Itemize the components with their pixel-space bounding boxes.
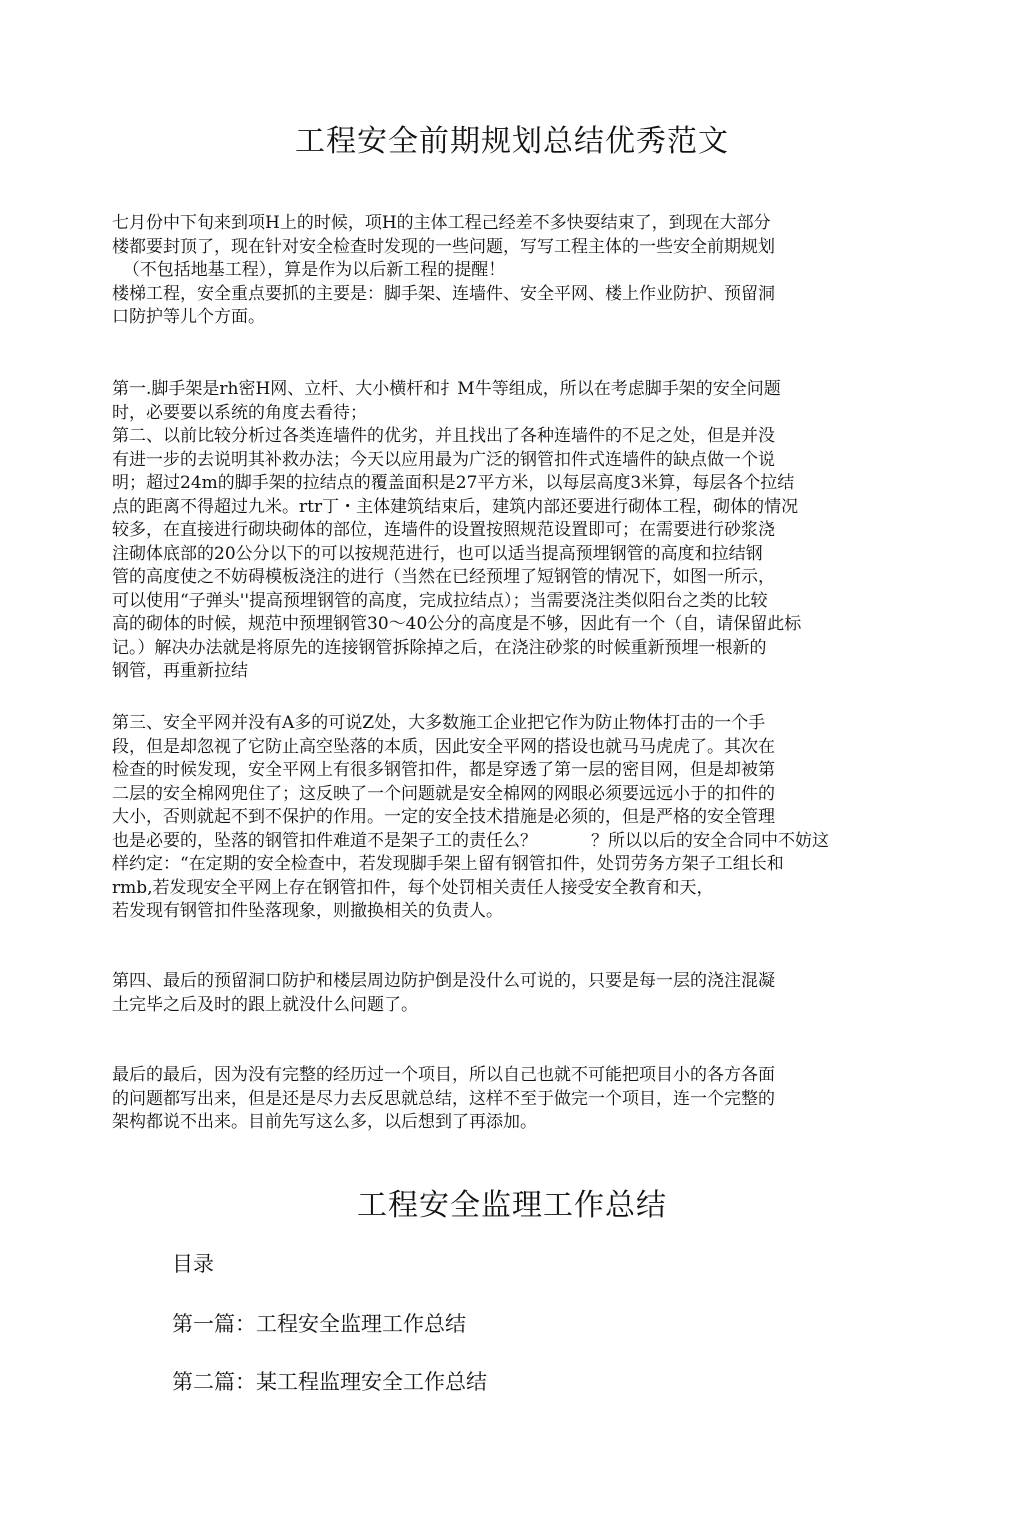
text-line: 样约定：“在定期的安全检查中，若发现脚手架上留有钢管扣件，处罚劳务方架子工组长和 [112,854,784,874]
toc-item: 第二篇：某工程监理安全工作总结 [172,1370,487,1394]
text-line: 有进一步的去说明其补救办法；今天以应用最为广泛的钢管扣件式连墙件的缺点做一个说 [112,449,775,470]
document-title: 工程安全前期规划总结优秀范文 [295,124,729,159]
text-line: 钢管，再重新拉结 [112,661,248,681]
text-line: 第一.脚手架是rh密H网、立杆、大小横杆和扌M牛等组成，所以在考虑脚手架的安全问题 [112,379,781,399]
text-line: 记。）解决办法就是将原先的连接钢管拆除掉之后，在浇注砂浆的时候重新预埋一根新的 [112,637,767,658]
text-line: 最后的最后，因为没有完整的经历过一个项目，所以自己也就不可能把项目小的各方各面 [112,1065,775,1085]
text-line: 较多，在直接进行砌块砌体的部位，连墙件的设置按照规范设置即可；在需要进行砂浆浇 [112,520,775,540]
closing-paragraph [112,1064,775,1135]
text-line: 段，但是却忽视了它防止高空坠落的本质，因此安全平网的搭设也就马马虎虎了。其次在 [112,736,775,757]
text-line: （不包括地基工程），算是作为以后新工程的提醒！ [112,260,506,280]
text-line: 的问题都写出来，但是还是尽力去反思就总结，这样不至于做完一个项目，连一个完整的 [112,1088,775,1109]
text-line: rmb,若发现安全平网上存在钢管扣件，每个处罚相关责任人接受安全教育和天， [112,877,714,898]
text-line: 高的砌体的时候，规范中预埋钢管30〜40公分的高度是不够，因此有一个（自，请保留此标 [112,614,802,634]
text-line: 二层的安全棉网兜住了；这反映了一个问题就是安全棉网的网眼必须要远远小于的扣件的 [112,783,775,804]
section-safety-net-paragraph [112,712,829,924]
text-line: 土完毕之后及时的跟上就没什么问题了。 [112,994,418,1015]
text-line: 架构都说不出来。目前先写这么多，以后想到了再添加。 [112,1112,537,1132]
text-line: 第三、安全平网并没有A多的可说Z处，大多数施工企业把它作为防止物体打击的一个手 [112,713,766,733]
text-line: 楼梯工程，安全重点要抓的主要是：脚手架、连墙件、安全平网、楼上作业防护、预留洞 [112,283,775,304]
text-line: 若发现有钢管扣件坠落现象，则撤换相关的负责人。 [112,901,503,921]
intro-paragraph [112,212,775,330]
text-line: 第二、以前比较分析过各类连墙件的优劣，并且找出了各种连墙件的不足之处，但是并没 [112,426,775,446]
text-line: 点的距离不得超过九米。rtr丁・主体建筑结束后，建筑内部还要进行砌体工程，砌体的情况 [112,496,799,517]
text-line: 时，必要要以系统的角度去看待； [112,402,367,423]
text-line: 大小，否则就起不到不保护的作用。一定的安全技术措施是必须的，但是严格的安全管理 [112,807,775,827]
text-line: 也是必要的，坠落的钢管扣件难道不是架子工的责任么？ ？所以以后的安全合同中不妨这 [112,830,830,851]
text-line: 注砌体底部的20公分以下的可以按规范进行，也可以适当提高预埋钢管的高度和拉结钢 [112,543,763,564]
second-document-title: 工程安全监理工作总结 [357,1188,667,1223]
section-opening-protection-paragraph [112,970,775,1017]
toc-item: 第一篇：工程安全监理工作总结 [172,1312,466,1336]
toc-heading: 目录 [172,1252,214,1276]
text-line: 管的高度使之不妨碍模板浇注的进行（当然在已经预埋了短钢管的情况下，如图一所示， [112,567,775,587]
text-line: 检查的时候发现，安全平网上有很多钢管扣件，都是穿透了第一层的密目网，但是却被第 [112,760,775,780]
text-line: 第四、最后的预留洞口防护和楼层周边防护倒是没什么可说的，只要是每一层的浇注混凝 [112,971,775,991]
text-line: 口防护等儿个方面。 [112,307,265,327]
text-line: 七月份中下旬来到项H上的时候，项H的主体工程己经差不多快耍结束了，到现在大部分 [112,213,771,233]
text-line: 楼都要封顶了，现在针对安全检查时发现的一些问题，写写工程主体的一些安全前期规划 [112,236,775,257]
text-line: 明；超过24m的脚手架的拉结点的覆盖面积是27平方米，以每层高度3米算，每层各个拉结 [112,473,795,493]
text-line: 可以使用“子弹头''提高预埋钢管的高度，完成拉结点）；当需要浇注类似阳台之类的比较 [112,590,768,611]
section-scaffold-paragraph [112,378,801,684]
